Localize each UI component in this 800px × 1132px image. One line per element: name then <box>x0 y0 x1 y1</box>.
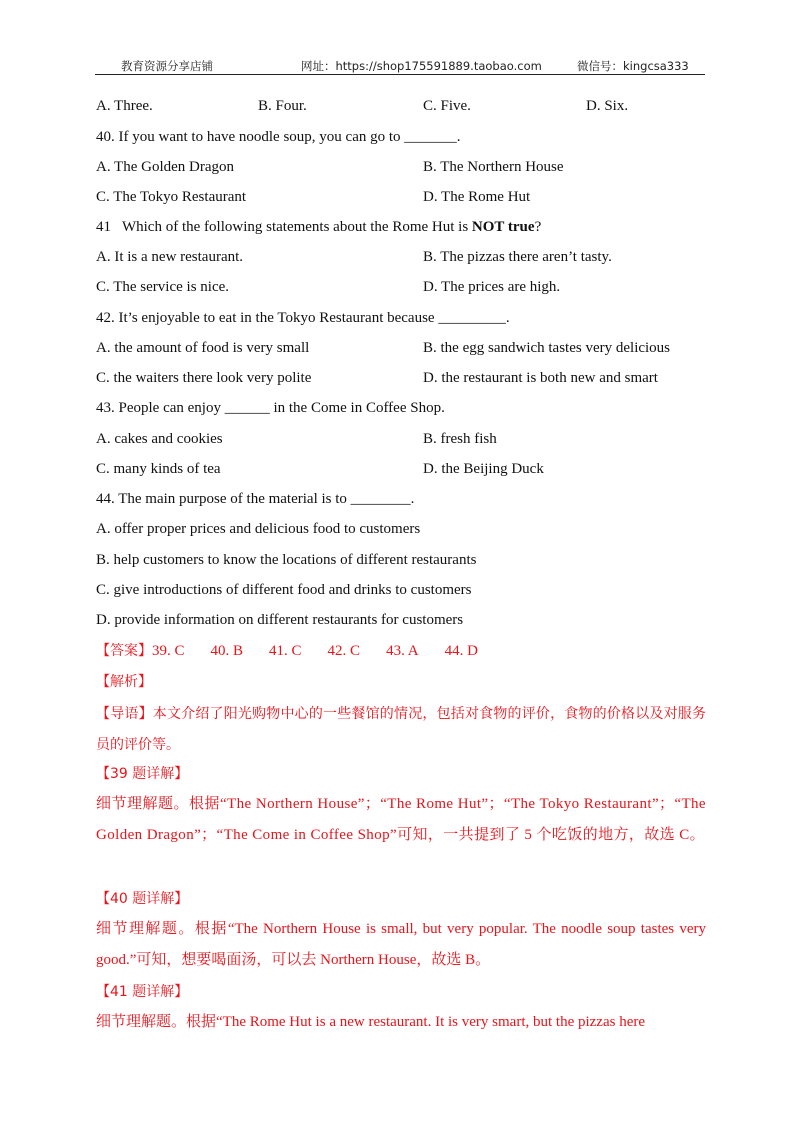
answer-item: 44. D <box>444 643 478 659</box>
q39-option-c: C. Five. <box>423 98 471 114</box>
detail-39-text: 细节理解题。根据“The Northern House”；“The Rome Hut”；“The Tokyo Restaurant”；“The Golden Dragon”；“The Come in Coffee Shop”可知，一共提到了 5 个吃饭的地方，故选 C。 <box>96 796 706 843</box>
q42-option-c: C. the waiters there look very polite <box>96 370 312 386</box>
page-header <box>95 56 705 75</box>
q44-option-d: D. provide information on different restaurants for customers <box>96 612 464 628</box>
q41-option-d: D. The prices are high. <box>423 279 561 295</box>
q40-option-d: D. The Rome Hut <box>423 189 531 205</box>
q42-stem: 42. It’s enjoyable to eat in the Tokyo Restaurant because _________. <box>96 310 510 326</box>
answer-item: 41. C <box>269 643 302 659</box>
q43-stem: 43. People can enjoy ______ in the Come in Coffee Shop. <box>96 400 445 416</box>
q42-option-d: D. the restaurant is both new and smart <box>423 370 658 386</box>
q44-option-c: C. give introductions of different food and drinks to customers <box>96 582 472 598</box>
answer-item: 39. C <box>152 643 185 659</box>
wechat-id: 微信号：kingcsa333 <box>577 59 689 73</box>
q43-option-c: C. many kinds of tea <box>96 461 221 477</box>
answer-line <box>96 641 478 661</box>
answer-item: 43. A <box>386 643 419 659</box>
q40-option-a: A. The Golden Dragon <box>96 159 235 175</box>
answer-label: 【答案】 <box>96 643 152 659</box>
q41-stem-end: ? <box>534 219 542 235</box>
q41-stem-text: 41 Which of the following statements about the Rome Hut is <box>96 219 472 235</box>
q41-option-c: C. The service is nice. <box>96 279 230 295</box>
q41-option-b: B. The pizzas there aren’t tasty. <box>423 249 612 265</box>
guide-label: 【导语】 <box>96 706 153 722</box>
q43-option-a: A. cakes and cookies <box>96 431 223 447</box>
analysis-label: 【解析】 <box>96 674 152 690</box>
q43-option-d: D. the Beijing Duck <box>423 461 544 477</box>
shop-name: 教育资源分享店铺 <box>121 59 213 73</box>
answer-item: 40. B <box>210 643 244 659</box>
q42-option-b: B. the egg sandwich tastes very delicious <box>423 340 671 356</box>
answer-item: 42. C <box>327 643 361 659</box>
q40-option-b: B. The Northern House <box>423 159 564 175</box>
detail-41-text: 细节理解题。根据“The Rome Hut is a new restaurant. It is very smart, but the pizzas here <box>96 1014 646 1030</box>
q41-stem <box>96 217 541 237</box>
q44-option-a: A. offer proper prices and delicious food to customers <box>96 521 421 537</box>
detail-39-label: 【39 题详解】 <box>96 766 189 782</box>
q43-option-b: B. fresh fish <box>423 431 497 447</box>
q40-stem: 40. If you want to have noodle soup, you can go to _______. <box>96 129 461 145</box>
detail-41-label: 【41 题详解】 <box>96 984 189 1000</box>
q40-option-c: C. The Tokyo Restaurant <box>96 189 247 205</box>
shop-url: 网址：https://shop175591889.taobao.com <box>301 59 542 73</box>
q41-stem-emphasis: NOT true <box>471 219 535 235</box>
q39-option-b: B. Four. <box>258 98 307 114</box>
q39-option-a: A. Three. <box>96 98 153 114</box>
q44-option-b: B. help customers to know the locations of different restaurants <box>96 552 477 568</box>
guide-paragraph <box>96 699 706 761</box>
q39-option-d: D. Six. <box>586 98 629 114</box>
q44-stem: 44. The main purpose of the material is to ________. <box>96 491 415 507</box>
detail-40-text: 细节理解题。根据“The Northern House is small, but very popular. The noodle soup tastes very good.”可知，想要喝面汤，可以去 Northern House，故选 B。 <box>96 921 706 968</box>
q41-option-a: A. It is a new restaurant. <box>96 249 244 265</box>
guide-text: 本文介绍了阳光购物中心的一些餐馆的情况，包括对食物的评价，食物的价格以及对服务员的评价等。 <box>96 706 707 753</box>
detail-40-label: 【40 题详解】 <box>96 891 189 907</box>
q42-option-a: A. the amount of food is very small <box>96 340 310 356</box>
